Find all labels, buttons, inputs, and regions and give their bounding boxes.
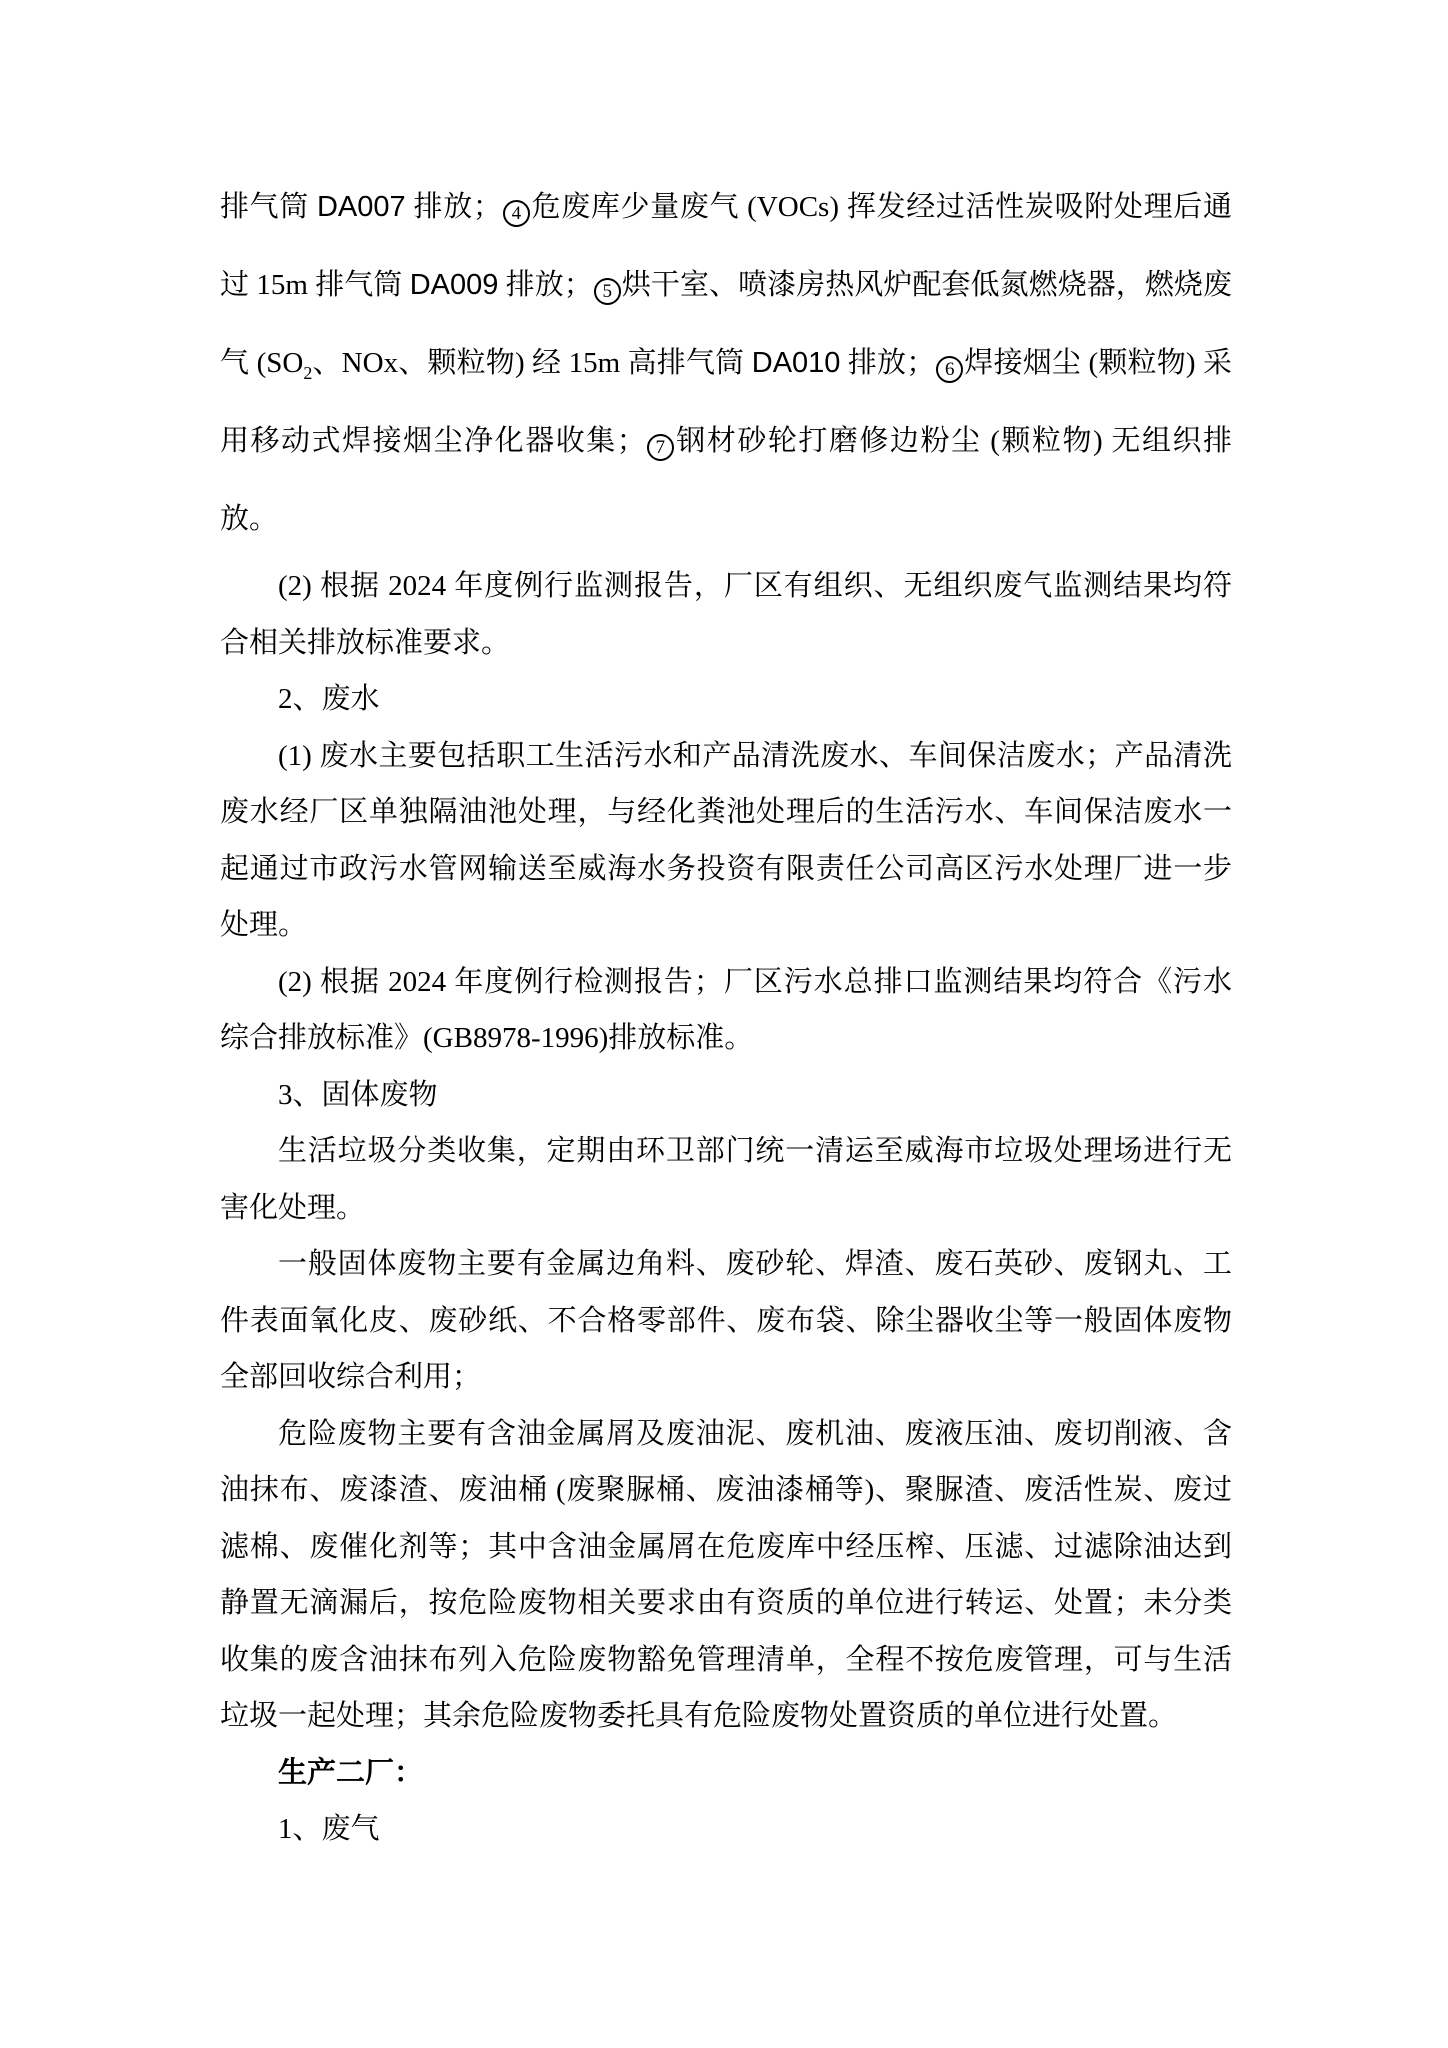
paragraph-3: 2、废水: [278, 683, 380, 715]
paragraph-4: (1) 废水主要包括职工生活污水和产品清洗废水、车间保洁废水；产品清洗废水经厂区单独隔油池处理，与经化粪池处理后的生活污水、车间保洁废水一起通过市政污水管网输送至威海水务投资有限责任公司高区污水处理厂进一步处理。: [220, 739, 1232, 941]
stack-code: DA010: [751, 347, 841, 379]
circled-number-icon: 4: [503, 200, 530, 227]
stack-code: DA009: [409, 269, 499, 301]
paragraph-9: 危险废物主要有含油金属屑及废油泥、废机油、废液压油、废切削液、含油抹布、废漆渣、废油桶 (废聚脲桶、废油漆桶等)、聚脲渣、废活性炭、废过滤棉、废催化剂等；其中含油金属屑在危废库中经压榨、压滤、过滤除油达到静置无滴漏后，按危险废物相关要求由有资质的单位进行转运、处置；未分类收集的废含油抹布列入危险废物豁免管理清单，全程不按危废管理，可与生活垃圾一起处理；其余危险废物委托具有危险废物处置资质的单位进行处置。: [220, 1417, 1232, 1732]
paragraph-11: 1、废气: [278, 1813, 380, 1845]
paragraph-5: (2) 根据 2024 年度例行检测报告；厂区污水总排口监测结果均符合《污水综合排放标准》(GB8978-1996)排放标准。: [220, 965, 1232, 1054]
document-body: [220, 168, 1232, 1858]
paragraph-8: 一般固体废物主要有金属边角料、废砂轮、焊渣、废石英砂、废钢丸、工件表面氧化皮、废砂纸、不合格零部件、废布袋、除尘器收尘等一般固体废物全部回收综合利用；: [220, 1248, 1232, 1393]
circled-number-icon: 5: [594, 278, 621, 305]
paragraph-2: (2) 根据 2024 年度例行监测报告，厂区有组织、无组织废气监测结果均符合相关排放标准要求。: [220, 570, 1232, 659]
paragraph-1: 排气筒 DA007 排放； 4 危废库少量废气 (VOCs) 挥发经过活性炭吸附处理后通过 15m 排气筒 DA009 排放； 5 烘干室、喷漆房热风炉配套低氮燃烧器，燃烧废气 ($SO_2$、NOx、颗粒物) 经 15m 高排气筒 DA010 排放； 6 焊接烟尘 (颗粒物) 采用移动式焊接烟尘净化器收集； 7 钢材砂轮打磨修边粉尘 (颗粒物) 无组织排放。: [220, 191, 1232, 535]
paragraph-10: 生产二厂：: [278, 1756, 424, 1789]
stack-code: DA007: [316, 191, 406, 223]
circled-number-icon: 6: [936, 356, 963, 383]
paragraph-7: 生活垃圾分类收集，定期由环卫部门统一清运至威海市垃圾处理场进行无害化处理。: [220, 1135, 1232, 1224]
paragraph-6: 3、固体废物: [278, 1078, 438, 1111]
circled-number-icon: 7: [647, 434, 674, 461]
